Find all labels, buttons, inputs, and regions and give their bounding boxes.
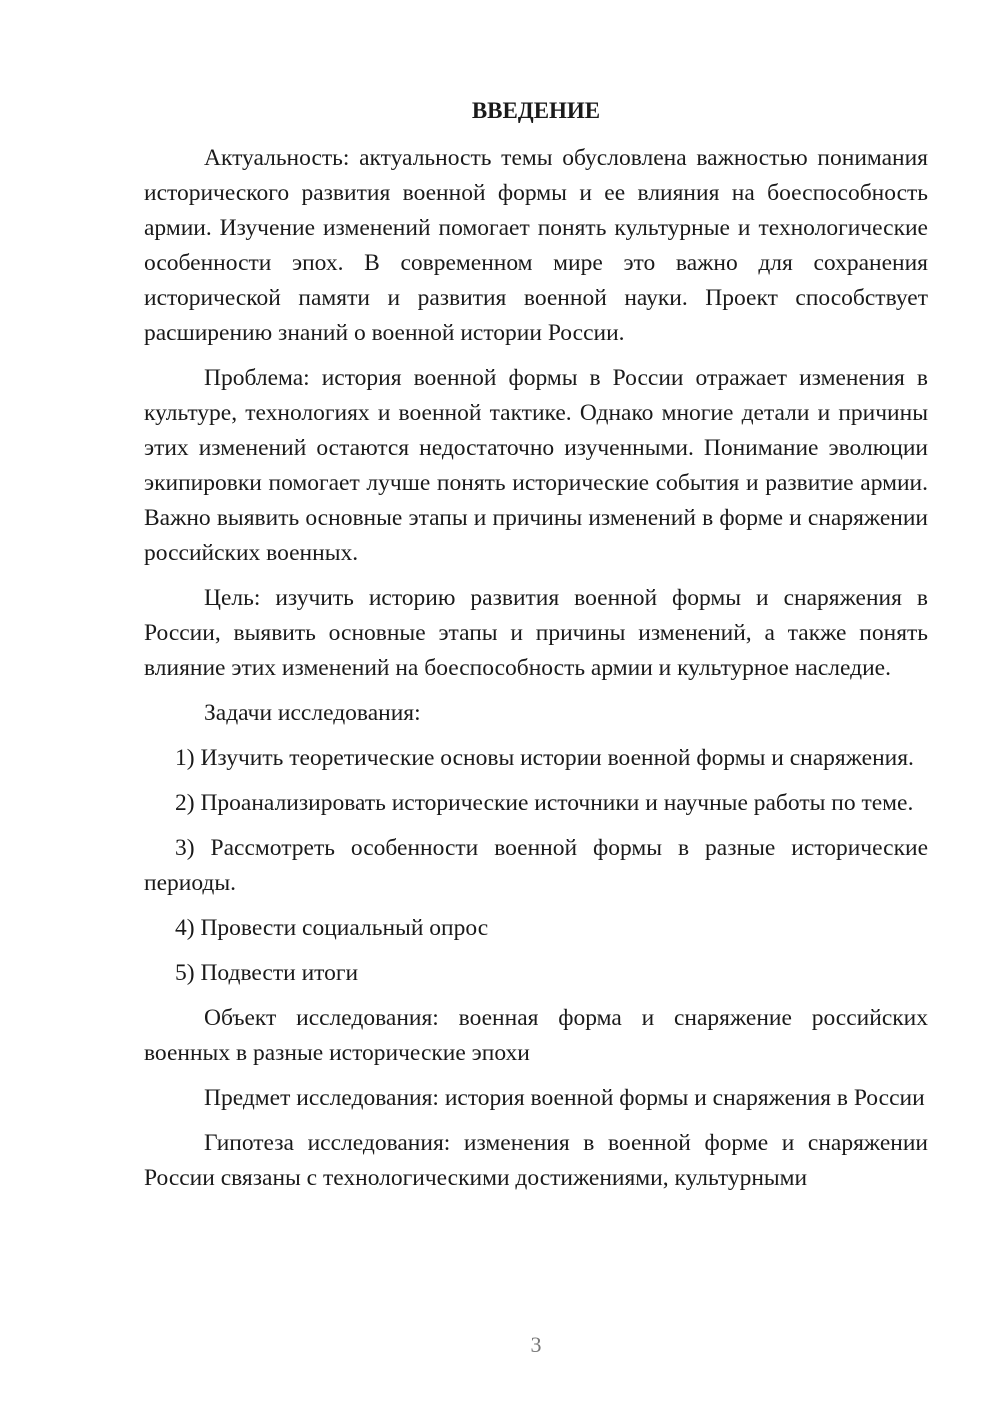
paragraph-goal: Цель: изучить историю развития военной формы и снаряжения в России, выявить основные этапы и причины изменений, а также понять влияние этих изменений на боеспособность армии и культурное наследие. xyxy=(144,585,928,681)
paragraph-problem: Проблема: история военной формы в России отражает изменения в культуре, технологиях и военной тактике. Однако многие детали и причины этих изменений остаются недостаточно изученными. Понимание эволюции экипировки помогает лучше понять исторические события и развитие армии. Важно выявить основные этапы и причины изменений в форме и снаряжении российских военных. xyxy=(144,365,928,566)
task-item-2: 2) Проанализировать исторические источники и научные работы по теме. xyxy=(175,790,914,816)
paragraph-subject: Предмет исследования: история военной формы и снаряжения в России xyxy=(204,1085,925,1111)
paragraph-hypothesis: Гипотеза исследования: изменения в военной форме и снаряжении России связаны с технологическими достижениями, культурными xyxy=(144,1130,928,1191)
paragraph-relevance: Актуальность: актуальность темы обусловлена важностью понимания исторического развития военной формы и ее влияния на боеспособность армии. Изучение изменений помогает понять культурные и технологические особенности эпох. В современном мире это важно для сохранения исторической памяти и развития военной науки. Проект способствует расширению знаний о военной истории России. xyxy=(144,145,928,346)
document-page xyxy=(144,95,928,1196)
page-number: 3 xyxy=(530,1332,542,1357)
page-title: ВВЕДЕНИЕ xyxy=(471,98,601,123)
task-item-4: 4) Провести социальный опрос xyxy=(175,915,489,941)
paragraph-object: Объект исследования: военная форма и снаряжение российских военных в разные исторические эпохи xyxy=(144,1005,928,1066)
task-item-5: 5) Подвести итоги xyxy=(175,960,359,986)
task-item-1: 1) Изучить теоретические основы истории военной формы и снаряжения. xyxy=(175,745,914,771)
tasks-title: Задачи исследования: xyxy=(204,700,421,726)
task-item-3: 3) Рассмотреть особенности военной формы в разные исторические периоды. xyxy=(144,835,928,896)
